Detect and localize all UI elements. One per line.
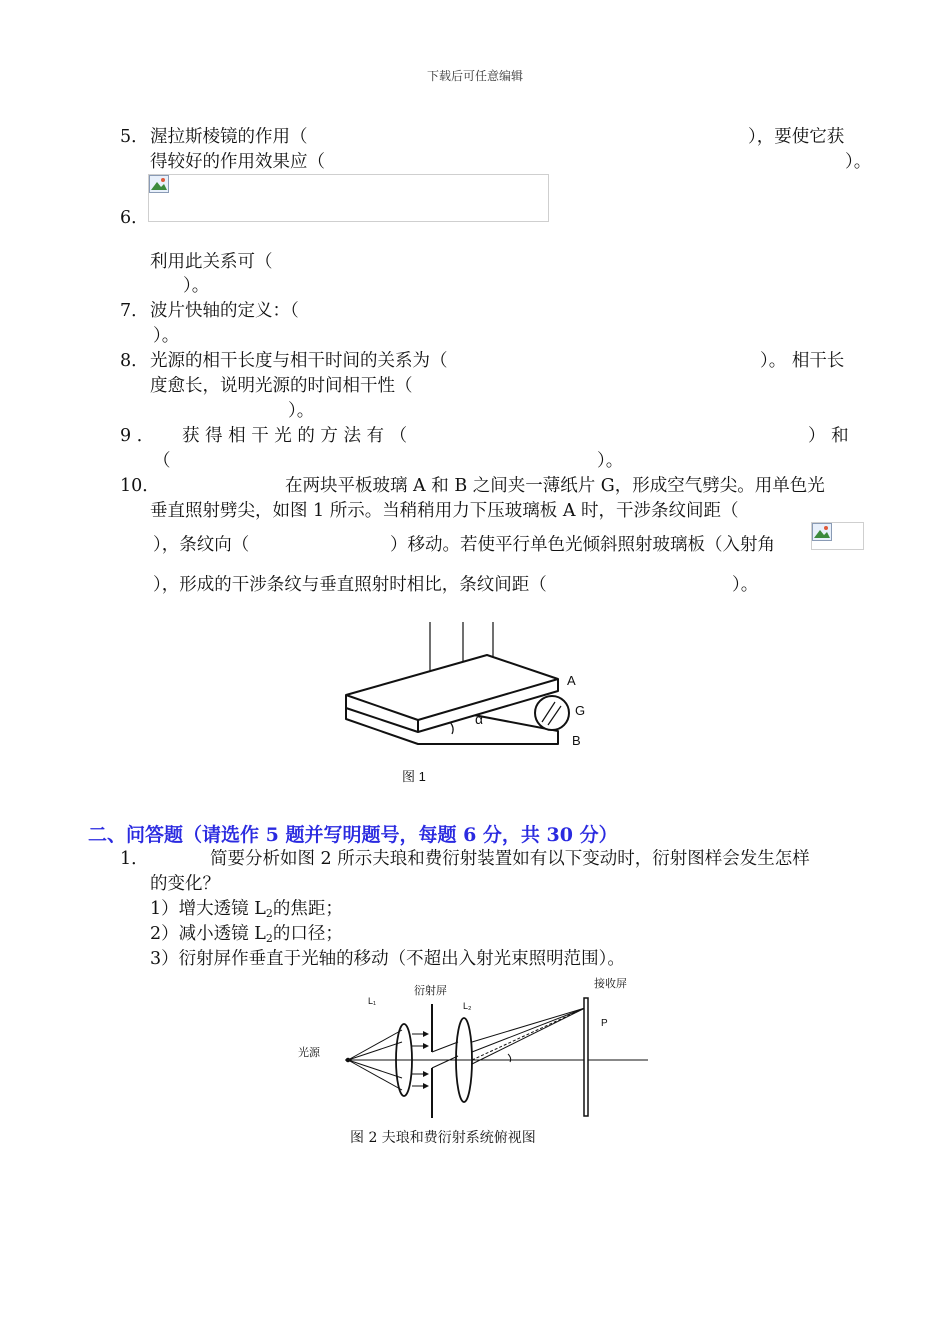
q6-formula-image bbox=[148, 174, 549, 222]
q9-line2-end: ）。 bbox=[597, 451, 624, 471]
q10-line2: 垂直照射劈尖，如图 1 所示。当稍稍用力下压玻璃板 A 时，干涉条纹间距（ bbox=[150, 501, 739, 521]
qa1-item2: 2）减小透镜 $L_2$的口径； bbox=[150, 924, 343, 945]
q7-number: 7． bbox=[120, 301, 149, 321]
q9-line1-end: ） 和 bbox=[808, 426, 849, 446]
q5-line2-end: ）。 bbox=[845, 152, 872, 172]
qa1-number: 1． bbox=[120, 849, 149, 869]
broken-image-icon bbox=[149, 175, 169, 193]
receiving-screen bbox=[584, 998, 588, 1116]
q6-line2: 利用此关系可（ bbox=[150, 252, 273, 272]
q10-number: 10． bbox=[120, 476, 160, 496]
q5-line2-prompt: 得较好的作用效果应（ bbox=[150, 152, 325, 172]
fig2-label-l1: L₁ bbox=[368, 996, 377, 1006]
q8-line2: 度愈长，说明光源的时间相干性（ bbox=[150, 376, 413, 396]
fig2-caption: 图 2 夫琅和费衍射系统俯视图 bbox=[350, 1130, 536, 1146]
section-2-heading: 二、问答题（请选作 5 题并写明题号，每题 6 分，共 30 分） bbox=[88, 824, 618, 846]
q10-line3-b: ）移动。若使平行单色光倾斜照射玻璃板（入射角 bbox=[390, 535, 775, 555]
q8-line3: ）。 bbox=[288, 401, 315, 421]
q9-line1-prompt: 获 得 相 干 光 的 方 法 有 （ bbox=[182, 426, 408, 446]
q5-line1-end: ），要使它获 bbox=[748, 127, 845, 147]
figure-2-fraunhofer-diagram bbox=[340, 990, 660, 1125]
qa1-line1: 简要分析如图 2 所示夫琅和费衍射装置如有以下变动时，衍射图样会发生怎样 bbox=[210, 849, 810, 869]
fig2-label-l2: L₂ bbox=[463, 1001, 472, 1011]
q5-number: 5． bbox=[120, 127, 149, 147]
paper-spacer-g bbox=[535, 696, 569, 730]
qa1-item3: 3）衍射屏作垂直于光轴的移动（不超出入射光束照明范围）。 bbox=[150, 949, 625, 969]
q8-number: 8． bbox=[120, 351, 149, 371]
q9-line2-open: （ bbox=[153, 451, 171, 471]
fig2-label-p: P bbox=[601, 1018, 608, 1029]
fig1-label-g: G bbox=[575, 703, 586, 718]
q10-line4-a: ），形成的干涉条纹与垂直照射时相比，条纹间距（ bbox=[153, 575, 547, 595]
q10-line3-a: ），条纹向（ bbox=[153, 535, 250, 555]
q10-angle-image bbox=[811, 522, 864, 550]
q9-number: 9 ． bbox=[120, 426, 155, 446]
fig1-label-a: A bbox=[567, 673, 576, 688]
q6-number: 6． bbox=[120, 208, 149, 228]
fig1-caption: 图 1 bbox=[402, 769, 426, 784]
fig1-label-b: B bbox=[572, 733, 581, 748]
fig1-label-alpha: α bbox=[475, 711, 484, 727]
q10-line1: 在两块平板玻璃 A 和 B 之间夹一薄纸片 G，形成空气劈尖。用单色光 bbox=[285, 476, 825, 496]
q8-line1-end: ）。 相干长 bbox=[760, 351, 845, 371]
q8-line1-prompt: 光源的相干长度与相干时间的关系为（ bbox=[150, 351, 448, 371]
q7-line1: 波片快轴的定义：（ bbox=[150, 301, 299, 321]
broken-image-icon bbox=[812, 523, 832, 541]
q7-line2: ）。 bbox=[153, 326, 180, 346]
qa1-item1: 1）增大透镜 $L_2$的焦距； bbox=[150, 899, 343, 920]
q6-line3: ）。 bbox=[183, 276, 210, 296]
fig2-label-screen: 衍射屏 bbox=[414, 984, 447, 997]
page-header: 下载后可任意编辑 bbox=[426, 69, 523, 83]
qa1-line2: 的变化？ bbox=[150, 874, 220, 894]
fig2-label-source: 光源 bbox=[298, 1046, 320, 1059]
q5-line1-prompt: 渥拉斯棱镜的作用（ bbox=[150, 127, 308, 147]
fig2-label-receiver: 接收屏 bbox=[594, 977, 627, 990]
q10-line4-b: ）。 bbox=[732, 575, 759, 595]
